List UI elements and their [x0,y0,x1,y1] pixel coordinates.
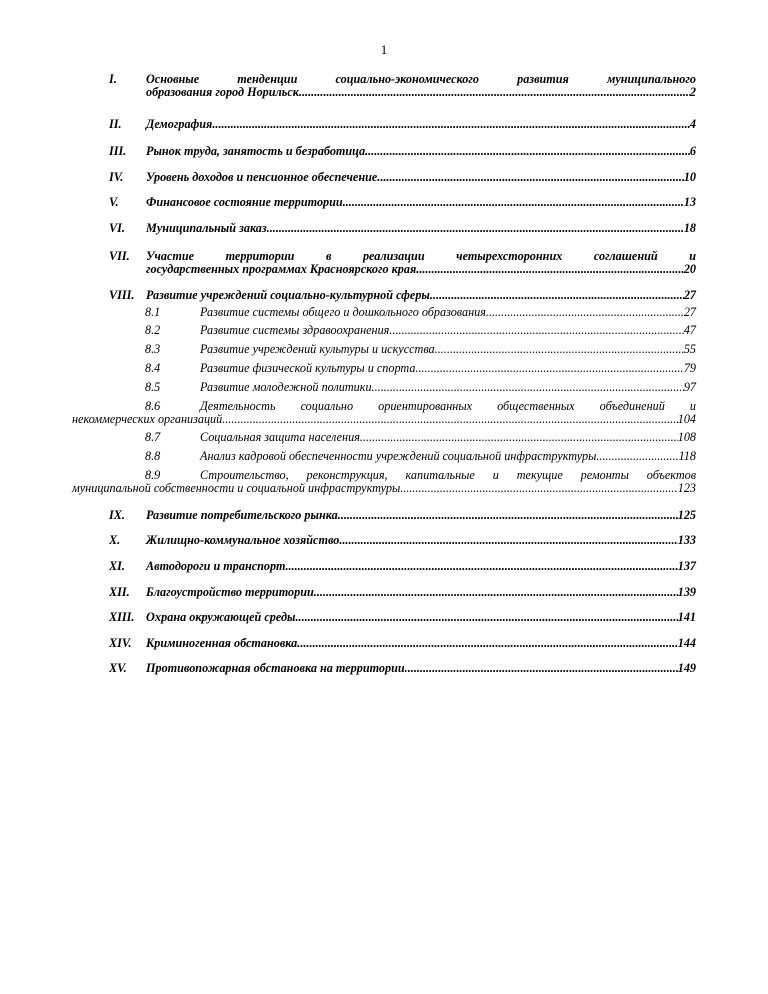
toc-entry-title-cont: образования город Норильск [146,85,299,99]
toc-subentry-cont [72,413,696,426]
toc-leader [299,86,690,99]
toc-entry-page: 27 [683,288,696,302]
toc-subentry-page: 27 [683,305,696,319]
toc-entry-number: IV. [109,170,124,184]
toc-subentry[interactable] [109,381,696,394]
toc-entry[interactable] [109,611,696,624]
toc-entry-title: Благоустройство территории [146,585,314,599]
toc-subentry-title: Развитие системы здравоохранения [200,323,390,337]
toc-subentry-page: 79 [683,361,696,375]
toc-subentry-title: Строительство, реконструкция, капитальные и текущие ремонты объектов [200,468,696,482]
toc-leader [222,413,677,426]
toc-entry-number: III. [109,144,127,158]
toc-entry-page: 125 [677,508,696,522]
toc-entry[interactable] [109,171,696,184]
toc-entry-page: 2 [689,85,696,99]
toc-entry-page: 6 [689,144,696,158]
toc-subentry-title-cont: некоммерческих организаций [72,412,223,426]
toc-subentry-title: Социальная защита населения [200,430,360,444]
toc-entry-page: 139 [677,585,696,599]
toc-leader [415,362,683,375]
toc-subentry[interactable] [109,362,696,375]
toc-leader [314,586,678,599]
toc-leader [338,509,678,522]
toc-entry[interactable] [109,289,696,302]
toc-entry[interactable] [109,222,696,235]
toc-entry-number: XIII. [109,610,135,624]
toc-leader [405,662,678,675]
toc-subentry-number: 8.1 [145,305,161,319]
toc-leader [430,289,684,302]
page-number: 1 [380,42,388,57]
toc-subentry[interactable] [109,306,696,319]
toc-leader [343,196,684,209]
toc-subentry-number: 8.2 [145,323,161,337]
toc-entry-page: 149 [677,661,696,675]
toc-leader [372,381,684,394]
toc-subentry-cont [72,482,696,495]
toc-entry-page: 20 [683,262,696,276]
toc-leader [285,560,677,573]
toc-subentry-number: 8.6 [145,399,161,413]
toc-subentry[interactable] [109,431,696,444]
toc-entry[interactable] [109,196,696,209]
toc-subentry-number: 8.4 [145,361,161,375]
toc-subentry-title-cont: муниципальной собственности и социальной инфраструктуры [72,481,401,495]
toc-subentry-number: 8.5 [145,380,161,394]
toc-leader [416,263,684,276]
toc-entry[interactable] [109,250,696,276]
toc-entry[interactable] [109,662,696,675]
toc-entry-title: Рынок труда, занятость и безработица [146,144,366,158]
toc-entry-number: XI. [109,559,125,573]
toc-entry-page: 141 [677,610,696,624]
toc-entry-title: Развитие учреждений социально-культурной сферы [146,288,430,302]
toc-leader [360,431,678,444]
toc-leader [295,611,677,624]
toc-subentry-page: 55 [683,342,696,356]
toc-leader [596,450,678,463]
toc-entry[interactable] [109,118,696,131]
toc-subentry-title: Анализ кадровой обеспеченности учреждений социальной инфраструктуры [200,449,597,463]
toc-entry-number: XV. [109,661,127,675]
toc-entry-title: Демография [146,117,213,131]
toc-subentry-page: 104 [677,412,696,426]
toc-subentry-title: Деятельность социально ориентированных общественных объединений и [200,399,696,413]
toc-entry-page: 13 [683,195,696,209]
toc-entry-title: Финансовое состояние территории [146,195,343,209]
toc-subentry-number: 8.3 [145,342,161,356]
toc-leader [365,145,690,158]
toc-entry[interactable] [109,637,696,650]
toc-entry-title: Жилищно-коммунальное хозяйство [146,533,340,547]
toc-entry-number: VI. [109,221,125,235]
toc-entry-title: Криминогенная обстановка [146,636,298,650]
toc-entry-number: XII. [109,585,130,599]
toc-entry-title: Противопожарная обстановка на территории [146,661,405,675]
toc-entry-title: Охрана окружающей среды [146,610,296,624]
toc-subentry-title: Развитие системы общего и дошкольного образования [200,305,486,319]
toc-entry-number: VII. [109,249,130,263]
toc-subentry-page: 123 [677,481,696,495]
toc-entry[interactable] [109,586,696,599]
toc-subentry-number: 8.7 [145,430,161,444]
toc-subentry-title: Развитие физической культуры и спорта [200,361,416,375]
toc-subentry[interactable] [109,450,696,463]
toc-entry-page: 4 [689,117,696,131]
toc-entry-number: I. [109,72,117,86]
toc-entry-number: X. [109,533,121,547]
toc-entry-page: 133 [677,533,696,547]
toc-entry-title: Уровень доходов и пенсионное обеспечение [146,170,378,184]
toc-subentry-number: 8.8 [145,449,161,463]
toc-entry[interactable] [109,534,696,547]
toc-subentry-page: 108 [677,430,696,444]
toc-entry-page: 137 [677,559,696,573]
toc-entry-number: XIV. [109,636,132,650]
toc-subentry-title: Развитие учреждений культуры и искусства [200,342,435,356]
toc-entry-page: 144 [677,636,696,650]
toc-entry-title: Основные тенденции социально-экономического развития муниципального [146,72,696,86]
toc-entry-page: 10 [683,170,696,184]
toc-leader [212,118,690,131]
toc-leader [377,171,684,184]
toc-subentry-number: 8.9 [145,468,161,482]
toc-subentry[interactable] [109,324,696,337]
toc-subentry-page: 118 [678,449,696,463]
toc-entry-title: Автодороги и транспорт [146,559,286,573]
toc-leader [435,343,684,356]
toc-leader [486,306,684,319]
toc-entry-title-cont: государственных программах Красноярского края [146,262,417,276]
toc-entry[interactable] [109,145,696,158]
toc-entry[interactable] [109,509,696,522]
toc-leader [339,534,677,547]
toc-entry-title: Муниципальный заказ [146,221,267,235]
toc-entry[interactable] [109,560,696,573]
toc-subentry[interactable] [109,343,696,356]
toc-leader [267,222,684,235]
toc-entry-number: V. [109,195,119,209]
toc-entry-number: IX. [109,508,125,522]
toc-entry-number: II. [109,117,122,131]
toc-entry-title: Участие территории в реализации четырехсторонних соглашений и [146,249,696,263]
toc-entry-title: Развитие потребительского рынка [146,508,338,522]
toc-subentry-page: 97 [683,380,696,394]
toc-subentry-page: 47 [683,323,696,337]
toc-entry[interactable] [109,73,696,99]
toc-leader [297,637,677,650]
toc-entry-page: 18 [683,221,696,235]
toc-subentry-title: Развитие молодежной политики [200,380,372,394]
toc-leader [389,324,683,337]
toc-entry-number: VIII. [109,288,135,302]
toc-leader [400,482,677,495]
